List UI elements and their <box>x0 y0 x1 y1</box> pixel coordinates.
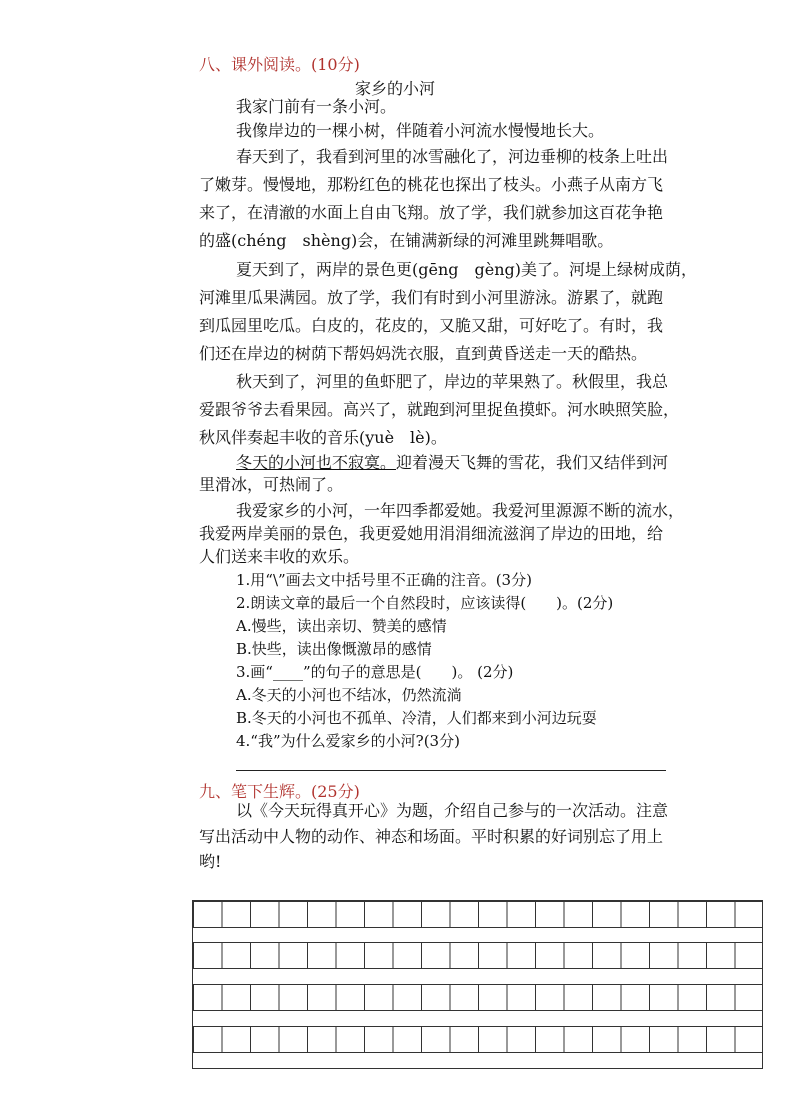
answer-line[interactable] <box>236 770 666 771</box>
prompt-line: 写出活动中人物的动作、神态和场面。平时积累的好词别忘了用上 <box>199 827 664 846</box>
question-4: 4.“我”为什么爱家乡的小河?(3分) <box>236 732 460 750</box>
passage-line: 夏天到了，两岸的景色更(gēng gèng)美了。河堤上绿树成荫， <box>236 260 698 279</box>
passage-line: 秋风伴奏起丰收的音乐(yuè lè)。 <box>199 428 447 447</box>
question-3: 3.画“____”的句子的意思是( )。 (2分) <box>236 663 514 681</box>
section-8-title: 八、课外阅读。(10分) <box>199 55 360 74</box>
prompt-line: 哟! <box>199 852 222 871</box>
passage-line: 的盛(chéng shèng)会，在铺满新绿的河滩里跳舞唱歌。 <box>199 231 614 250</box>
underlined-sentence: 冬天的小河也不寂寞。 <box>236 453 397 472</box>
question-3-option-a: A.冬天的小河也不结冰，仍然流淌 <box>236 686 462 704</box>
passage-line: 爱跟爷爷去看果园。高兴了，就跑到河里捉鱼摸虾。河水映照笑脸， <box>199 400 680 419</box>
writing-grid-row[interactable] <box>193 901 762 928</box>
passage-text: 迎着漫天飞舞的雪花，我们又结伴到河 <box>396 453 669 472</box>
passage-title: 家乡的小河 <box>354 79 435 98</box>
writing-grid-row[interactable] <box>193 1026 762 1053</box>
passage-line: 我像岸边的一棵小树，伴随着小河流水慢慢地长大。 <box>236 121 605 140</box>
passage-line: 到瓜园里吃瓜。白皮的，花皮的，又脆又甜，可好吃了。有时，我 <box>199 316 664 335</box>
writing-grid-row[interactable] <box>193 984 762 1011</box>
passage-line: 我爱两岸美丽的景色，我更爱她用涓涓细流滋润了岸边的田地，给 <box>199 524 664 543</box>
question-3-option-b: B.冬天的小河也不孤单、冷清，人们都来到小河边玩耍 <box>236 709 597 727</box>
passage-line: 我家门前有一条小河。 <box>236 97 397 116</box>
passage-line: 春天到了，我看到河里的冰雪融化了，河边垂柳的枝条上吐出 <box>236 147 669 166</box>
passage-line: 们还在岸边的树荫下帮妈妈洗衣服，直到黄昏送走一天的酷热。 <box>199 344 648 363</box>
passage-line: 来了，在清澈的水面上自由飞翔。放了学，我们就参加这百花争艳 <box>199 203 664 222</box>
question-1: 1.用“\”画去文中括号里不正确的注音。(3分) <box>236 571 532 589</box>
passage-line: 秋天到了，河里的鱼虾肥了，岸边的苹果熟了。秋假里，我总 <box>236 372 669 391</box>
question-2: 2.朗读文章的最后一个自然段时，应该读得( )。(2分) <box>236 594 614 612</box>
passage-line: 人们送来丰收的欢乐。 <box>199 547 360 566</box>
section-9-title: 九、笔下生辉。(25分) <box>199 782 360 801</box>
passage-line: 我爱家乡的小河，一年四季都爱她。我爱河里源源不断的流水， <box>236 501 685 520</box>
passage-line: 了嫩芽。慢慢地，那粉红色的桃花也探出了枝头。小燕子从南方飞 <box>199 175 664 194</box>
passage-line-winter <box>236 453 744 473</box>
prompt-line: 以《今天玩得真开心》为题，介绍自己参与的一次活动。注意 <box>236 801 669 820</box>
passage-line: 里滑冰，可热闹了。 <box>199 475 344 494</box>
writing-grid[interactable] <box>192 900 763 1069</box>
writing-grid-row[interactable] <box>193 942 762 969</box>
question-2-option-a: A.慢些，读出亲切、赞美的感情 <box>236 617 447 635</box>
question-2-option-b: B.快些，读出像慨激昂的感情 <box>236 640 432 658</box>
passage-line: 河滩里瓜果满园。放了学，我们有时到小河里游泳。游累了，就跑 <box>199 288 664 307</box>
